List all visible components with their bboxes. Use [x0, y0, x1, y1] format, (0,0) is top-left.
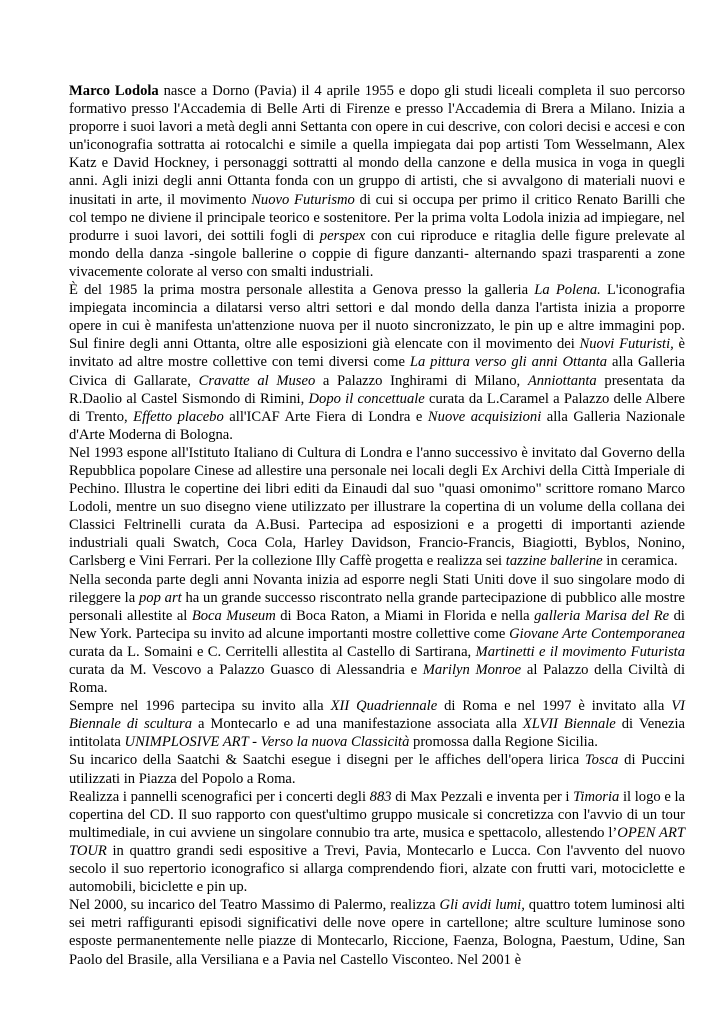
text-run: a Palazzo Inghirami di Milano,	[315, 372, 528, 389]
text-run: curata da L. Somaini e C. Cerritelli allestita al Castello di Sartirana,	[69, 643, 476, 660]
italic-text: La Polena.	[534, 282, 601, 299]
italic-text: Marilyn Monroe	[422, 662, 522, 678]
italic-text: pop art	[138, 589, 182, 606]
text-run: di cui si occupa per primo il critico Renato Barilli che col tempo ne diviene il principale teorico e sostenitore. Per la prima volta Lodola inizia ad impiegare, nel produrre i suoi lavori, dei sottili fogli di	[69, 191, 685, 244]
text-run: in quattro grandi sedi espositive a Trevi, Pavia, Montecarlo e Lucca. Con l'avvento del nuovo secolo il suo repertorio iconografico si allarga comprendendo fiori, alzate con frutti vari, motociclette e automobili, biciclette e pin up.	[69, 842, 685, 896]
italic-text: Effetto placebo	[133, 408, 224, 425]
italic-text: XII Quadriennale	[330, 698, 438, 715]
text-run: curata da L.Caramel a Palazzo delle Albere di Trento,	[69, 390, 685, 425]
italic-text: Nuovo Futurismo	[251, 191, 355, 208]
text-run: Nel 2000, su incarico del Teatro Massimo di Palermo, realizza	[69, 897, 440, 914]
italic-text: Giovane Arte Contemporanea	[509, 625, 685, 642]
text-run: Su incarico della Saatchi & Saatchi esegue i disegni per le affiches dell'opera lirica	[69, 752, 585, 769]
paragraph-united-states	[69, 571, 685, 698]
text-run: all'ICAF Arte Fiera di Londra e	[223, 408, 428, 425]
italic-text: VI Biennale di scultura	[69, 698, 686, 733]
italic-text: Tosca	[584, 752, 619, 769]
paragraph-tosca-affiches	[69, 751, 685, 787]
text-run: di Puccini utilizzati in Piazza del Popolo a Roma.	[69, 752, 685, 787]
text-run: al Palazzo della Civiltà di Roma.	[69, 662, 686, 697]
text-run: curata da M. Vescovo a Palazzo Guasco di Alessandria e	[69, 662, 423, 678]
italic-text: Dopo il concettuale	[308, 390, 425, 407]
text-run: Nella seconda parte degli anni Novanta inizia ad esporre negli Stati Uniti dove il suo singolare modo di rileggere la	[69, 571, 685, 606]
italic-text: Timoria	[573, 788, 620, 805]
text-run: nasce a Dorno (Pavia) il 4 aprile 1955 e dopo gli studi liceali completa il suo percorso formativo presso l'Accademia di Belle Arti di Firenze e presso l'Accademia di Brera a Milano. Inizia a proporre i suoi lavori a metà degli anni Settanta con opere in cui descrive, con colori decisi e accesi e con un'iconografia sottratta ai rotocalchi e simile a quella impiegata dai pop artisti Tom Wesselmann, Alex Katz e David Hockney, i personaggi sottratti al mondo della canzone e della musica in voga in quegli anni. Agli inizi degli anni Ottanta fonda con un gruppo di artisti, che si avvalgono di materiali nuovi e inusitati in arte, il movimento	[69, 83, 685, 208]
text-run: in ceramica.	[602, 553, 678, 570]
text-run: presentata da R.Daolio al Castel Sismondo di Rimini,	[69, 372, 685, 407]
text-run: alla Galleria Civica di Gallarate,	[69, 354, 685, 389]
italic-text: XLVII Biennale	[522, 716, 616, 733]
italic-text: La pittura verso gli anni Ottanta	[409, 354, 608, 371]
bold-text: Marco Lodola	[69, 83, 159, 99]
text-run: a Montecarlo e ad una manifestazione associata alla	[192, 716, 523, 733]
italic-text: Gli avidi lumi,	[439, 897, 525, 914]
italic-text: Boca Museum	[191, 607, 276, 624]
paragraph-london-beijing	[69, 444, 685, 571]
text-run: Sempre nel 1996 partecipa su invito alla	[69, 698, 331, 715]
text-run: di Max Pezzali e inventa per i	[391, 788, 574, 805]
text-run: di Boca Raton, a Miami in Florida e nella	[275, 607, 535, 624]
text-run: il logo e la copertina del CD. Il suo rapporto con quest'ultimo gruppo musicale si concretizza con l'avvio di un tour multimediale, in cui avviene un singolare connubio tra arte, musica e spettacolo, allestendo l’	[69, 788, 685, 841]
italic-text: 883	[369, 788, 392, 805]
italic-text: Nuovi Futuristi,	[579, 336, 674, 353]
paragraph-teatro-massimo	[69, 896, 685, 968]
italic-text: OPEN ART TOUR	[69, 824, 685, 859]
paragraph-quadriennale-biennale	[69, 697, 685, 751]
paragraph-concerts-tour	[69, 788, 685, 897]
italic-text: Martinetti e il movimento Futurista	[475, 643, 685, 660]
italic-text: tazzine ballerine	[505, 553, 603, 570]
text-run: È del 1985 la prima mostra personale allestita a Genova presso la galleria	[69, 282, 535, 299]
text-run: di New York. Partecipa su invito ad alcune importanti mostre collettive come	[69, 607, 685, 642]
italic-text: perspex	[319, 227, 366, 244]
text-run: Nel 1993 espone all'Istituto Italiano di Cultura di Londra e l'anno successivo è invitato dal Governo della Repubblica popolare Cinese ad allestire una personale nei locali degli Ex Archivi della Città Imperiale di Pechino. Illustra le copertine dei libri editi da Einaudi dal suo "quasi omonimo" scrittore romano Marco Lodoli, mentre un suo disegno viene utilizzato per illustrare la copertina di un volume della collana dei Classici Feltrinelli curata da A.Busi. Partecipa ad esposizioni e a progetti di importanti aziende industriali quali Swatch, Coca Cola, Harley Davidson, Francio-Francis, Biagiotti, Byblos, Nonino, Carlsberg e Vini Ferrari. Per la collezione Illy Caffè progetta e realizza sei	[69, 444, 685, 570]
text-run: è invitato ad altre mostre collettive con temi diversi come	[69, 336, 685, 371]
text-run: di Venezia intitolata	[69, 716, 685, 751]
text-run: quattro totem luminosi alti sei metri raffiguranti episodi significativi delle nove opere in cartellone; altre sculture luminose sono esposte permanentemente nelle piazze di Montecarlo, Riccione, Faenza, Bologna, Paestum, Udine, San Paolo del Brasile, alla Versiliana e a Pavia nel Castello Visconteo. Nel 2001 è	[69, 897, 685, 968]
italic-text: UNIMPLOSIVE ART - Verso la nuova Classicità	[124, 734, 410, 751]
italic-text: Cravatte al Museo	[198, 372, 316, 389]
text-run: L'iconografia impiegata incomincia a dilatarsi verso altri settori e dal mondo della danza l'artista inizia a proporre opere in cui è manifesta un'attenzione nuova per il nuoto sincronizzato, le pin up e altre immagini pop. Sul finire degli anni Ottanta, oltre alle esposizioni già elencate con il movimento dei	[69, 282, 685, 353]
italic-text: galleria Marisa del Re	[534, 607, 670, 624]
paragraph-biography-intro	[69, 82, 685, 281]
italic-text: Anniottanta	[527, 372, 597, 389]
text-run: promossa dalla Regione Sicilia.	[409, 734, 598, 751]
italic-text: Nuove acquisizioni	[427, 408, 542, 425]
paragraph-first-solo-show	[69, 281, 685, 444]
text-run: alla Galleria Nazionale d'Arte Moderna di Bologna.	[69, 408, 686, 443]
text-run: con cui riproduce e ritaglia delle figure prelevate al mondo della danza -singole ballerine o coppie di figure danzanti- alternando spazi trasparenti a zone vivacemente colorate al verso con smalti industriali.	[69, 227, 685, 280]
text-run: ha un grande successo riscontrato nella grande partecipazione di pubblico alle mostre personali allestite al	[69, 589, 685, 624]
document-body	[69, 82, 685, 969]
text-run: di Roma e nel 1997 è invitato alla	[437, 698, 672, 715]
text-run: Realizza i pannelli scenografici per i concerti degli	[69, 788, 370, 805]
